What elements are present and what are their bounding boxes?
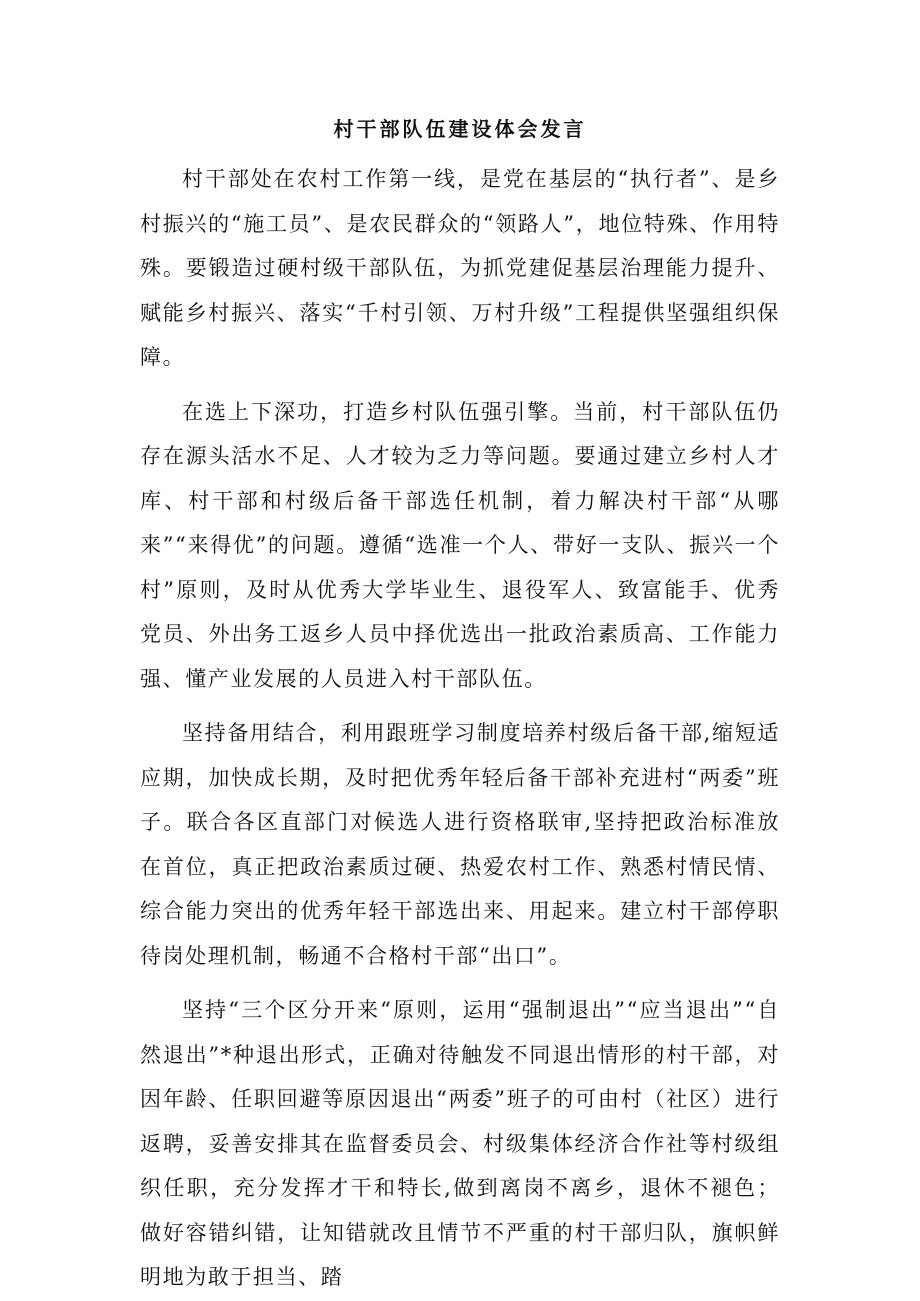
paragraph-3: 坚持备用结合，利用跟班学习制度培养村级后备干部,缩短适应期，加快成长期，及时把优秀年轻后备干部补充进村“两委”班子。联合各区直部门对候选人进行资格联审,坚持把政治标准放在首位，真正把政治素质过硬、热爱农村工作、熟悉村情民情、综合能力突出的优秀年轻干部选出来、用起来。建立村干部停职待岗处理机制，畅通不合格村干部“出口”。 (140, 721, 780, 968)
document-body (140, 157, 780, 1301)
document-title: 村干部队伍建设体会发言 (333, 117, 587, 141)
paragraph-2: 在选上下深功，打造乡村队伍强引擎。当前，村干部队伍仍存在源头活水不足、人才较为乏力等问题。要通过建立乡村人才库、村干部和村级后备干部选任机制，着力解决村干部“从哪来”“来得优”的问题。遵循“选准一个人、带好一支队、振兴一个村”原则，及时从优秀大学毕业生、退役军人、致富能手、优秀党员、外出务工返乡人员中择优选出一批政治素质高、工作能力强、懂产业发展的人员进入村干部队伍。 (140, 399, 780, 691)
paragraph-1: 村干部处在农村工作第一线，是党在基层的“执行者”、是乡村振兴的“施工员”、是农民群众的“领路人”，地位特殊、作用特殊。要锻造过硬村级干部队伍，为抓党建促基层治理能力提升、赋能乡村振兴、落实“千村引领、万村升级”工程提供坚强组织保障。 (140, 167, 780, 369)
paragraph-4: 坚持“三个区分开来“原则，运用“强制退出”“应当退出”“自然退出”*种退出形式，正确对待触发不同退出情形的村干部，对因年龄、任职回避等原因退出“两委”班子的可由村（社区）进行返聘，妥善安排其在监督委员会、村级集体经济合作社等村级组织任职，充分发挥才干和特长,做到离岗不离乡，退休不褪色；做好容错纠错，让知错就改且情节不严重的村干部归队，旗帜鲜明地为敢于担当、踏 (140, 998, 780, 1289)
